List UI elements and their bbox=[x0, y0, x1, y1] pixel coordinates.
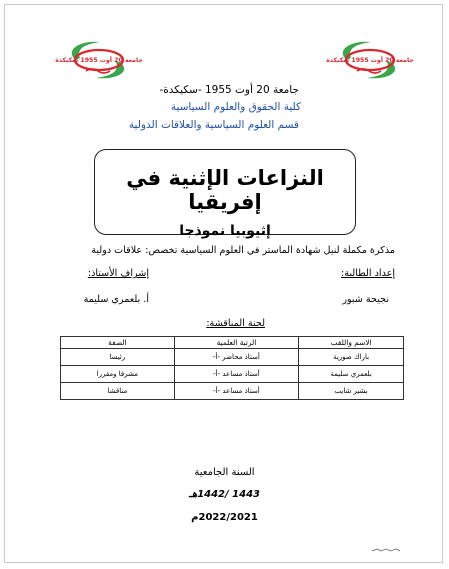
member-rank: أستاذ محاضر -أ- bbox=[174, 349, 299, 366]
table-header-row bbox=[61, 337, 404, 349]
member-role: مشرفا ومقررا bbox=[61, 366, 175, 383]
university-logo-right bbox=[326, 38, 414, 82]
signature-mark bbox=[371, 547, 401, 553]
member-name: بشير شايب bbox=[299, 383, 404, 400]
logo-text: جامعة 20 أوت 1955 سكيكدة bbox=[326, 57, 414, 64]
academic-year-hijri: 1443 /1442هـ bbox=[188, 489, 261, 500]
table-row bbox=[61, 383, 404, 400]
column-header: الرتبة العلمية bbox=[174, 337, 299, 349]
member-role: مناقشا bbox=[61, 383, 175, 400]
thesis-title: النزاعات الإثنية في إفريقيا bbox=[126, 166, 324, 214]
committee-title: لجنة المناقشة: bbox=[206, 318, 265, 329]
student-label: إعداد الطالبة: bbox=[341, 268, 395, 279]
column-header: الصفة bbox=[61, 337, 175, 349]
department-name: قسم العلوم السياسية والعلاقات الدولية bbox=[128, 119, 299, 131]
table-row bbox=[61, 366, 404, 383]
member-rank: أستاذ مساعد -أ- bbox=[174, 383, 299, 400]
table-row bbox=[61, 349, 404, 366]
member-rank: أستاذ مساعد -أ- bbox=[174, 366, 299, 383]
member-role: رئيسا bbox=[61, 349, 175, 366]
logo-text: جامعة 20 أوت 1955 سكيكدة bbox=[55, 57, 143, 64]
university-name: جامعة 20 أوت 1955 -سكيكدة- bbox=[159, 84, 299, 96]
thesis-subtitle: إثيوبيا نموذجا bbox=[179, 223, 271, 239]
member-name: باراك صورية bbox=[299, 349, 404, 366]
academic-year-label: السنة الجامعية bbox=[194, 467, 255, 478]
student-name: نجيحة شبور bbox=[342, 294, 389, 305]
supervisor-label: إشراف الأستاذ: bbox=[87, 268, 149, 279]
memo-statement: مذكرة مكملة لنيل شهادة الماستر في العلوم السياسية تخصص: علاقات دولية bbox=[91, 245, 395, 256]
member-name: بلعمري سليمة bbox=[299, 366, 404, 383]
academic-year-gregorian: 2022/2021م bbox=[191, 512, 258, 523]
faculty-name: كلية الحقوق والعلوم السياسية bbox=[170, 101, 301, 113]
committee-table bbox=[60, 336, 404, 400]
column-header: الاسم واللقب bbox=[299, 337, 404, 349]
title-box bbox=[94, 149, 356, 239]
university-logo-left bbox=[55, 38, 143, 82]
supervisor-name: أ. بلعمري سليمة bbox=[83, 294, 149, 305]
